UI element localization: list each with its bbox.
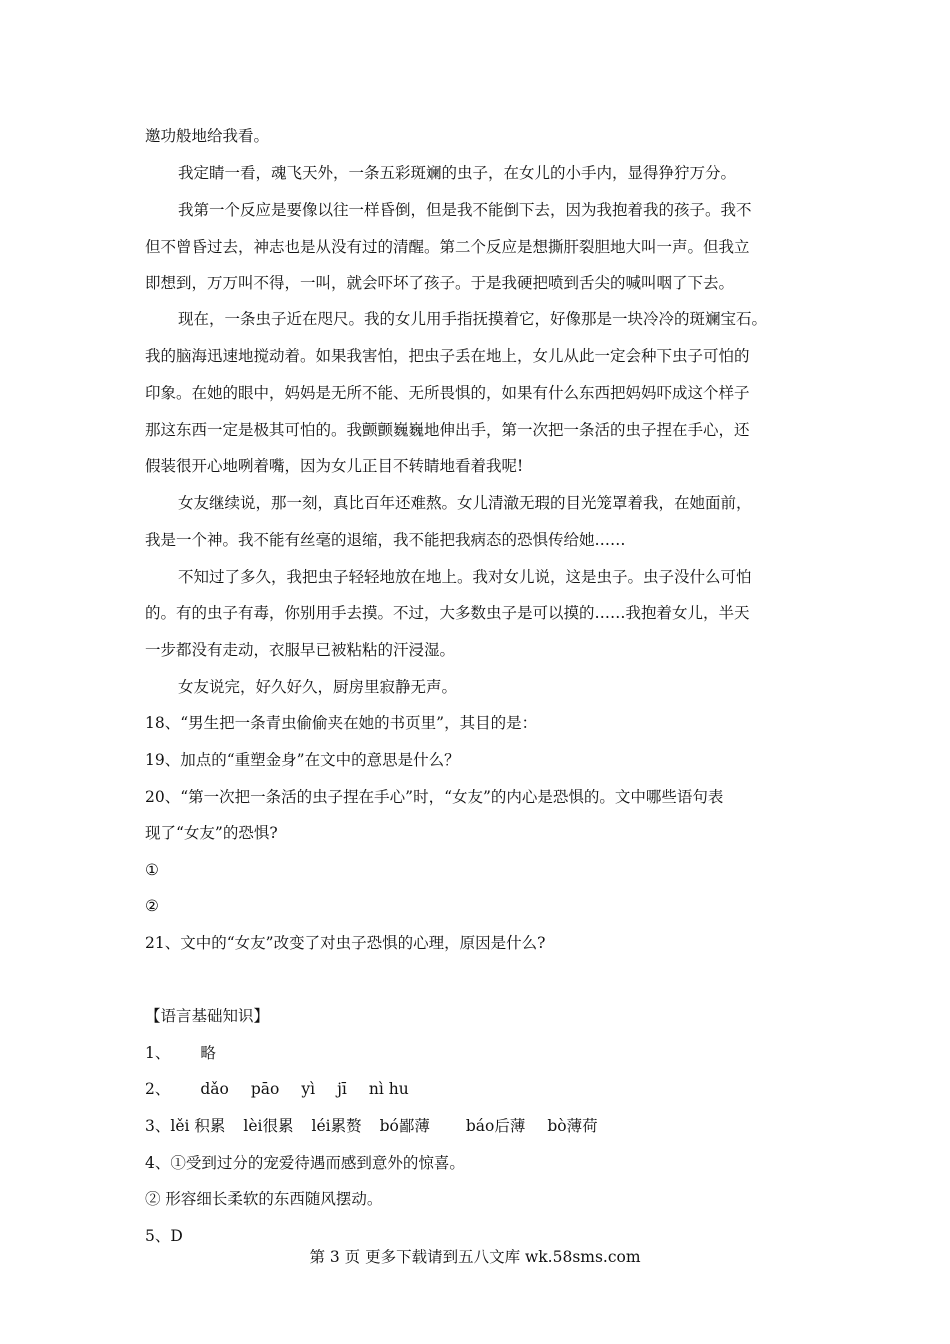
question-18: 18、“男生把一条青虫偷偷夹在她的书页里”，其目的是： <box>145 714 538 732</box>
pinyin-item: lèi很累 <box>243 1117 294 1135</box>
page-footer: 第 3 页 更多下载请到五八文库 wk.58sms.com <box>309 1248 641 1266</box>
passage-line: 邀功般地给我看。 <box>145 127 270 145</box>
answer-3 <box>145 1116 598 1136</box>
passage-line: 即想到，万万叫不得，一叫，就会吓坏了孩子。于是我硬把喷到舌尖的喊叫咽了下去。 <box>145 274 735 292</box>
question-20-continued: 现了“女友”的恐惧? <box>145 824 278 842</box>
pinyin-item: léi累赘 <box>311 1117 362 1135</box>
passage-line: 我定睛一看，魂飞天外，一条五彩斑斓的虫子，在女儿的小手内，显得狰狞万分。 <box>178 164 737 182</box>
answer-number: 2、 <box>145 1080 171 1098</box>
passage-line: 我是一个神。我不能有丝毫的退缩，我不能把我病态的恐惧传给她…… <box>145 531 626 549</box>
pinyin-item: báo后薄 <box>465 1117 526 1135</box>
answer-2 <box>145 1079 409 1099</box>
answers-heading: 【语言基础知识】 <box>145 1007 270 1025</box>
answer-5: 5、D <box>145 1227 183 1245</box>
passage-line: 现在，一条虫子近在咫尺。我的女儿用手指抚摸着它，好像那是一块冷冷的斑斓宝石。 <box>178 310 768 328</box>
passage-line: 的。有的虫子有毒，你别用手去摸。不过，大多数虫子是可以摸的……我抱着女儿，半天 <box>145 604 750 622</box>
answer-1 <box>145 1043 216 1063</box>
passage-line: 印象。在她的眼中，妈妈是无所不能、无所畏惧的，如果有什么东西把妈妈吓成这个样子 <box>145 384 750 402</box>
answer-4-continued: ② 形容细长柔软的东西随风摆动。 <box>145 1190 383 1208</box>
passage-line: 但不曾昏过去，神志也是从没有过的清醒。第二个反应是想撕肝裂胆地大叫一声。但我立 <box>145 238 750 256</box>
pinyin-item: dǎo <box>200 1080 229 1098</box>
pinyin-item: pāo <box>250 1080 280 1098</box>
pinyin-item: jī <box>337 1080 347 1098</box>
answer-number: 3、 <box>145 1117 171 1135</box>
answer-blank-2: ② <box>145 897 159 915</box>
answer-number: 1、 <box>145 1044 171 1062</box>
question-21: 21、文中的“女友”改变了对虫子恐惧的心理，原因是什么? <box>145 934 546 952</box>
pinyin-item: nì hu <box>368 1080 409 1098</box>
question-20: 20、“第一次把一条活的虫子捏在手心”时，“女友”的内心是恐惧的。文中哪些语句表 <box>145 788 724 806</box>
passage-line: 假装很开心地咧着嘴，因为女儿正目不转睛地看着我呢! <box>145 457 524 475</box>
pinyin-item: bó鄙薄 <box>379 1117 430 1135</box>
passage-line: 我第一个反应是要像以往一样昏倒，但是我不能倒下去，因为我抱着我的孩子。我不 <box>178 201 752 219</box>
passage-line: 一步都没有走动，衣服早已被粘粘的汗浸湿。 <box>145 641 456 659</box>
passage-line: 女友说完，好久好久，厨房里寂静无声。 <box>178 678 458 696</box>
pinyin-item: yì <box>301 1080 316 1098</box>
answer-text: 略 <box>200 1044 216 1062</box>
passage-line: 我的脑海迅速地搅动着。如果我害怕，把虫子丢在地上，女儿从此一定会种下虫子可怕的 <box>145 347 750 365</box>
passage-line: 那这东西一定是极其可怕的。我颤颤巍巍地伸出手，第一次把一条活的虫子捏在手心，还 <box>145 421 750 439</box>
answer-blank-1: ① <box>145 861 159 879</box>
pinyin-item: bò薄荷 <box>547 1117 598 1135</box>
question-19: 19、加点的“重塑金身”在文中的意思是什么？ <box>145 751 460 769</box>
passage-line: 不知过了多久，我把虫子轻轻地放在地上。我对女儿说，这是虫子。虫子没什么可怕 <box>178 568 752 586</box>
passage-line: 女友继续说，那一刻，真比百年还难熬。女儿清澈无瑕的目光笼罩着我，在她面前， <box>178 494 752 512</box>
answer-4: 4、①受到过分的宠爱待遇而感到意外的惊喜。 <box>145 1154 465 1172</box>
pinyin-item: lěi 积累 <box>170 1117 226 1135</box>
